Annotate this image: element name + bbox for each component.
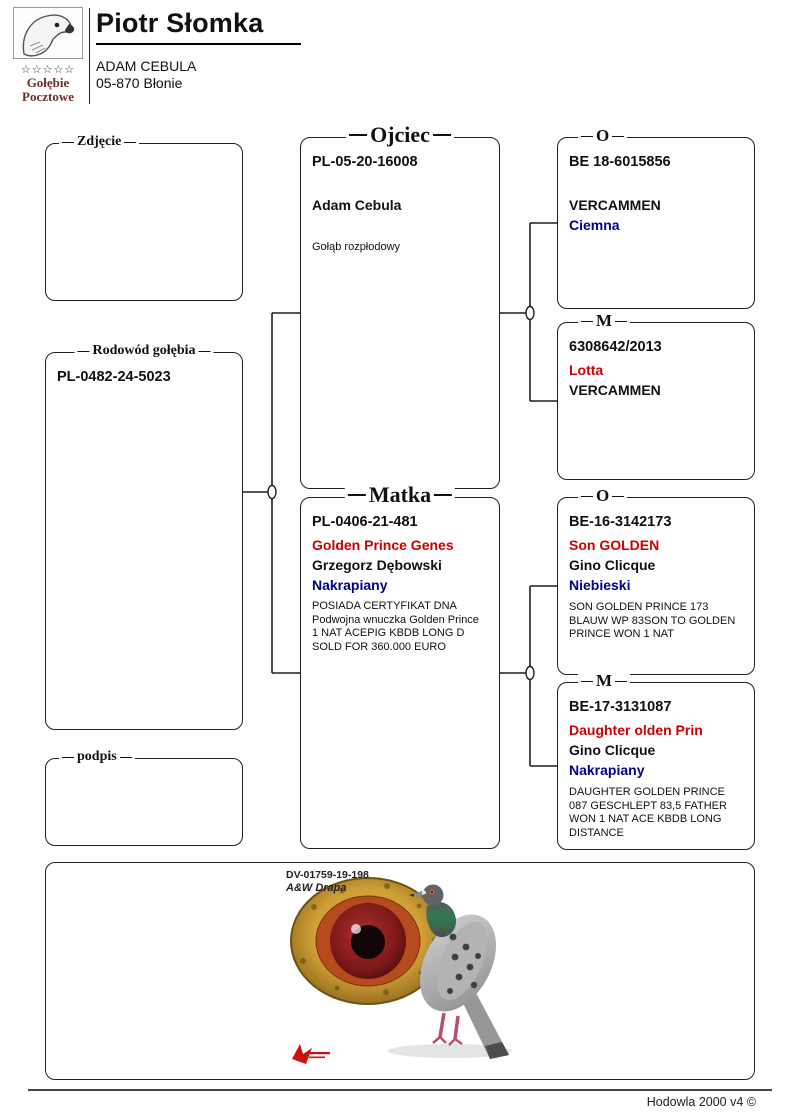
gp-color: Nakrapiany	[569, 762, 645, 778]
mother-note-line: Podwojna wnuczka Golden Prince	[312, 613, 479, 626]
signature-box	[45, 749, 243, 846]
father-box	[300, 122, 500, 489]
mother-note-line: 1 NAT ACEPIG KBDB LONG D	[312, 627, 465, 639]
gp-pigeon-name: Son GOLDEN	[569, 537, 660, 553]
mother-ring-number: PL-0406-21-481	[312, 514, 418, 530]
maternal-grandfather-label: O	[578, 486, 627, 506]
paternal-grandfather-label: O	[578, 126, 627, 146]
mother-notes	[312, 600, 488, 654]
breeder-address: 05-870 Błonie	[96, 75, 183, 91]
mother-note-line: SOLD FOR 360.000 EURO	[312, 640, 446, 653]
junction-dot	[526, 667, 534, 680]
junction-dot	[526, 307, 534, 320]
gp-pigeon-name	[569, 176, 743, 196]
maternal-grandfather-box	[557, 486, 755, 675]
paternal-grandfather-box	[557, 126, 755, 309]
photo-placeholder-box	[45, 134, 243, 301]
father-owner: Adam Cebula	[312, 197, 402, 213]
pigeon-photo-box	[45, 862, 755, 1080]
gp-ring-number: 6308642/2013	[569, 339, 662, 355]
logo-name-line2: Pocztowe	[22, 89, 74, 104]
logo-name-line1: Gołębie	[26, 75, 70, 90]
paternal-grandmother-box	[557, 311, 755, 480]
father-color	[312, 216, 488, 236]
gp-pigeon-name: Daughter olden Prin	[569, 722, 703, 738]
footer-divider	[28, 1089, 772, 1091]
gp-pigeon-name: Lotta	[569, 362, 604, 378]
gp-owner: VERCAMMEN	[569, 197, 661, 213]
gp-ring-number: BE-17-3131087	[569, 699, 672, 715]
father-note: Gołąb rozpłodowy	[312, 241, 401, 253]
gp-note: DAUGHTER GOLDEN PRINCE 087 GESCHLEPT 83,5 FATHER WON 1 NAT ACE KBDB LONG DISTANCE	[569, 786, 727, 839]
software-credit: Hodowla 2000 v4 ©	[646, 1095, 756, 1109]
mother-owner: Grzegorz Dębowski	[312, 557, 442, 573]
photo-brand-text: A&W Drapa	[286, 882, 347, 894]
gp-ring-number: BE 18-6015856	[569, 154, 671, 170]
subject-ring-number: PL-0482-24-5023	[57, 369, 171, 385]
paternal-grandmother-label: M	[578, 311, 630, 331]
father-pigeon-name	[312, 176, 488, 196]
gp-owner: Gino Clicque	[569, 742, 656, 758]
father-ring-number: PL-05-20-16008	[312, 154, 418, 170]
maternal-grandmother-label: M	[578, 671, 630, 691]
photo-ring-text: DV-01759-19-198	[286, 869, 369, 881]
breeder-emblem	[292, 1044, 330, 1064]
mother-pigeon-name: Golden Prince Genes	[312, 537, 454, 553]
gp-owner: Gino Clicque	[569, 557, 656, 573]
pigeon-photo-illustration	[46, 863, 753, 1078]
junction-dot	[268, 486, 276, 499]
signature-label: podpis	[59, 749, 135, 765]
maternal-grandmother-box	[557, 671, 755, 850]
mother-box	[300, 482, 500, 849]
mother-box-label: Matka	[345, 482, 455, 508]
breeder-name: ADAM CEBULA	[96, 58, 197, 74]
pedigree-subject-box	[45, 343, 243, 730]
gp-ring-number: BE-16-3142173	[569, 514, 672, 530]
header-divider	[89, 8, 90, 104]
eagle-head-sketch-icon	[12, 6, 84, 60]
gp-note: SON GOLDEN PRINCE 173 BLAUW WP 83SON TO GOLDEN PRINCE WON 1 NAT	[569, 601, 736, 640]
club-logo	[8, 6, 88, 104]
pedigree-subject-label: Rodowód gołębia	[74, 343, 213, 359]
gp-color	[569, 401, 743, 421]
gp-color: Ciemna	[569, 217, 620, 233]
father-box-label: Ojciec	[346, 122, 454, 148]
mother-color: Nakrapiany	[312, 577, 388, 593]
logo-stars: ☆☆☆☆☆	[20, 64, 76, 76]
photo-placeholder-label: Zdjęcie	[59, 134, 139, 150]
mother-note-line: POSIADA CERTYFIKAT DNA	[312, 600, 457, 612]
gp-color: Niebieski	[569, 577, 631, 593]
page-title: Piotr Słomka	[96, 8, 301, 45]
gp-owner: VERCAMMEN	[569, 382, 661, 398]
